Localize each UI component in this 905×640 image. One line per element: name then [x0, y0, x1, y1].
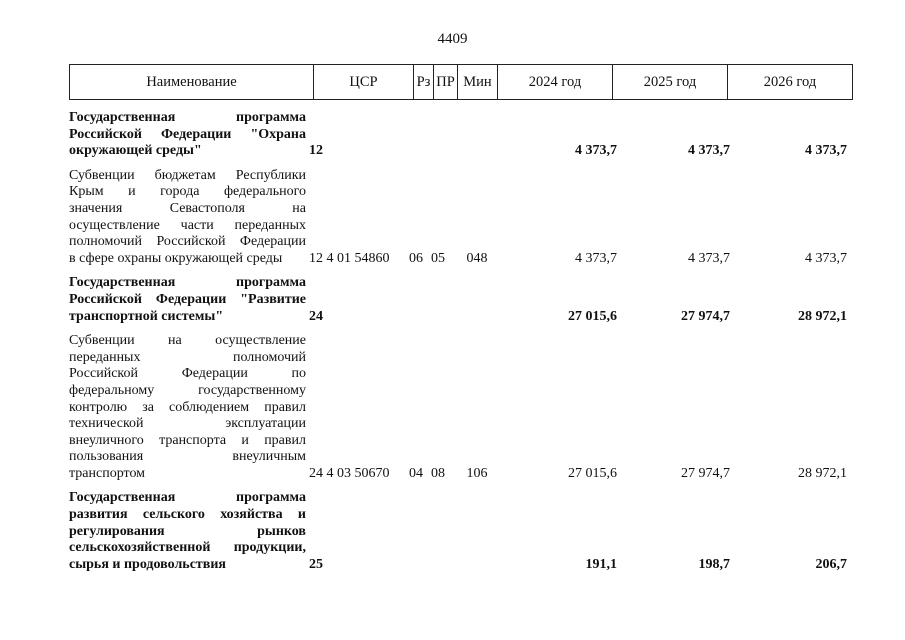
row-2026: 4 373,7 [805, 250, 847, 266]
row-name [69, 490, 306, 573]
header-min: Мин [458, 65, 498, 99]
table-row [69, 110, 849, 160]
row-2026: 206,7 [815, 556, 847, 572]
header-pr: ПР [434, 65, 458, 99]
row-2025: 198,7 [698, 556, 730, 572]
row-2025: 27 974,7 [681, 308, 730, 324]
row-pr: 05 [431, 250, 445, 266]
row-name-line: переданных полномочий [69, 349, 306, 365]
header-2024: 2024 год [498, 65, 613, 99]
header-csr: ЦСР [314, 65, 414, 99]
row-name-line: осуществление части переданных [69, 217, 306, 233]
row-pr: 08 [431, 465, 445, 481]
row-csr: 25 [309, 556, 323, 572]
row-name-line: регулирования рынков [69, 523, 306, 539]
table-row [69, 275, 849, 325]
table-row [69, 333, 849, 482]
table-row [69, 168, 849, 268]
row-2025: 27 974,7 [681, 465, 730, 481]
row-name-line: Субвенции на осуществление [69, 333, 306, 349]
row-name-line: внеуличного транспорта и правил [69, 432, 306, 448]
row-name [69, 110, 306, 160]
row-name [69, 168, 306, 268]
row-2026: 28 972,1 [798, 465, 847, 481]
row-rz: 06 [409, 250, 423, 266]
row-name-line: контролю за соблюдением правил [69, 399, 306, 415]
row-2026: 4 373,7 [805, 143, 847, 159]
header-name: Наименование [70, 65, 314, 99]
row-2024: 191,1 [585, 556, 617, 572]
row-name-line: Государственная программа [69, 275, 306, 291]
row-name-line: федеральному государственному [69, 382, 306, 398]
table-header [69, 64, 853, 100]
row-name-line: Крым и города федерального [69, 184, 306, 200]
row-name-line: развития сельского хозяйства и [69, 507, 306, 523]
table-body [69, 110, 849, 581]
row-2025: 4 373,7 [688, 143, 730, 159]
header-rz: Рз [414, 65, 434, 99]
row-name-line: пользования внеуличным [69, 449, 306, 465]
row-name-line: сельскохозяйственной продукции, [69, 540, 306, 556]
page-number: 4409 [437, 31, 468, 47]
row-name-line: значения Севастополя на [69, 200, 306, 216]
header-2025: 2025 год [613, 65, 728, 99]
row-name-line: Российской Федерации по [69, 366, 306, 382]
row-name-line: окружающей среды" [69, 143, 202, 159]
row-name-line: в сфере охраны окружающей среды [69, 250, 283, 266]
row-name-line: сырья и продовольствия [69, 556, 226, 572]
row-csr: 12 [309, 143, 323, 159]
row-min: 106 [466, 465, 488, 481]
row-2025: 4 373,7 [688, 250, 730, 266]
row-2024: 4 373,7 [575, 250, 617, 266]
table-row [69, 490, 849, 573]
row-name-line: транспортом [69, 465, 146, 481]
row-rz: 04 [409, 465, 423, 481]
row-name [69, 275, 306, 325]
row-name-line: Субвенции бюджетам Республики [69, 167, 306, 183]
row-name-line: технической эксплуатации [69, 416, 306, 432]
row-name-line: полномочий Российской Федерации [69, 234, 306, 250]
row-csr: 12 4 01 54860 [309, 250, 390, 266]
row-min: 048 [466, 250, 488, 266]
row-csr: 24 [309, 308, 323, 324]
row-2024: 27 015,6 [568, 465, 617, 481]
row-2024: 27 015,6 [568, 308, 617, 324]
row-name-line: Российской Федерации "Охрана [69, 126, 306, 142]
row-name-line: Государственная программа [69, 490, 306, 506]
row-name-line: Российской Федерации "Развитие [69, 291, 306, 307]
row-name [69, 333, 306, 482]
row-name-line: транспортной системы" [69, 308, 224, 324]
row-2026: 28 972,1 [798, 308, 847, 324]
header-2026: 2026 год [763, 73, 817, 90]
row-csr: 24 4 03 50670 [309, 465, 390, 481]
row-2024: 4 373,7 [575, 143, 617, 159]
row-name-line: Государственная программа [69, 110, 306, 125]
